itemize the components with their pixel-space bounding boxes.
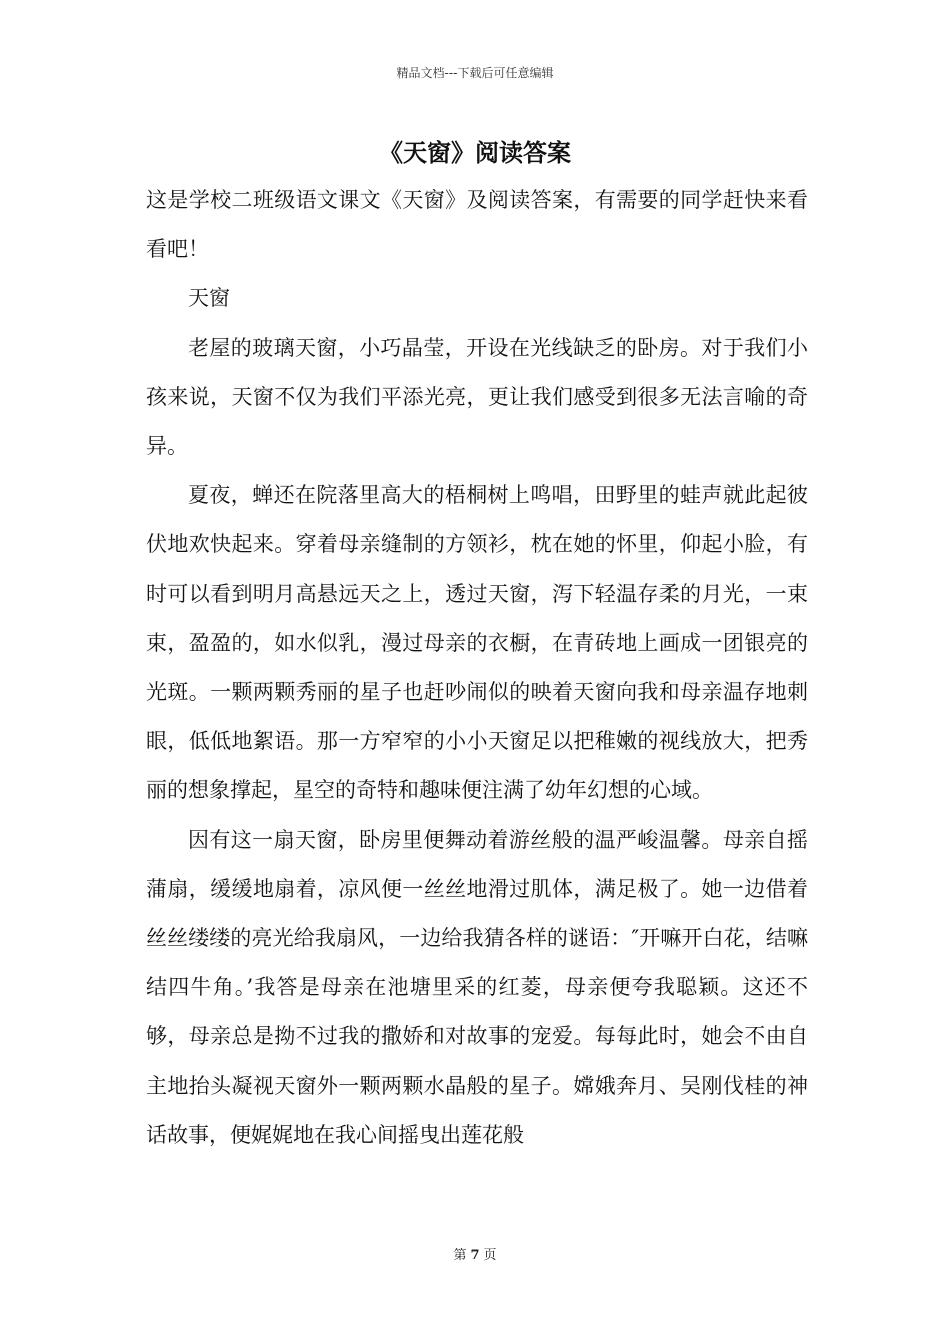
section-heading: 天窗 (188, 286, 230, 311)
page-number: 7 (470, 1248, 480, 1263)
body-paragraph: 夏夜，蝉还在院落里高大的梧桐树上鸣唱，田野里的蛙声就此起彼伏地欢快起来。穿着母亲缝制的方领衫，枕在她的怀里，仰起小脸，有时可以看到明月高悬远天之上，透过天窗，泻下轻温存柔的月光，一束束，盈盈的，如水似乳，漫过母亲的衣橱，在青砖地上画成一团银亮的光斑。一颗两颗秀丽的星子也赶吵闹似的映着天窗向我和母亲温存地刺眼，低低地絮语。那一方窄窄的小小天窗足以把稚嫩的视线放大，把秀丽的想象撑起，星空的奇特和趣味便注满了幼年幻想的心域。 (146, 483, 808, 803)
header-note: 精品文档---下载后可任意编辑 (396, 66, 554, 80)
document-body (146, 176, 808, 1160)
body-paragraph: 老屋的玻璃天窗，小巧晶莹，开设在光线缺乏的卧房。对于我们小孩来说，天窗不仅为我们平添光亮，更让我们感受到很多无法言喻的奇异。 (146, 335, 808, 459)
document-title: 《天窗》阅读答案 (379, 138, 571, 167)
footer-suffix: 页 (483, 1248, 497, 1263)
page-footer (0, 1244, 950, 1263)
footer-prefix: 第 (453, 1248, 467, 1263)
body-paragraph: 因有这一扇天窗，卧房里便舞动着游丝般的温严峻温馨。母亲自摇蒲扇，缓缓地扇着，凉风便一丝丝地滑过肌体，满足极了。她一边借着丝丝缕缕的亮光给我扇风，一边给我猜各样的谜语：″开嘛开白花，结嘛结四牛角。’我答是母亲在池塘里采的红菱，母亲便夸我聪颖。这还不够，母亲总是拗不过我的撒娇和对故事的宠爱。每每此时，她会不由自主地抬头凝视天窗外一颗两颗水晶般的星子。嫦娥奔月、吴刚伐桂的神话故事，便娓娓地在我心间摇曳出莲花般 (146, 827, 808, 1147)
intro-paragraph: 这是学校二班级语文课文《天窗》及阅读答案，有需要的同学赶快来看看吧！ (146, 188, 808, 262)
